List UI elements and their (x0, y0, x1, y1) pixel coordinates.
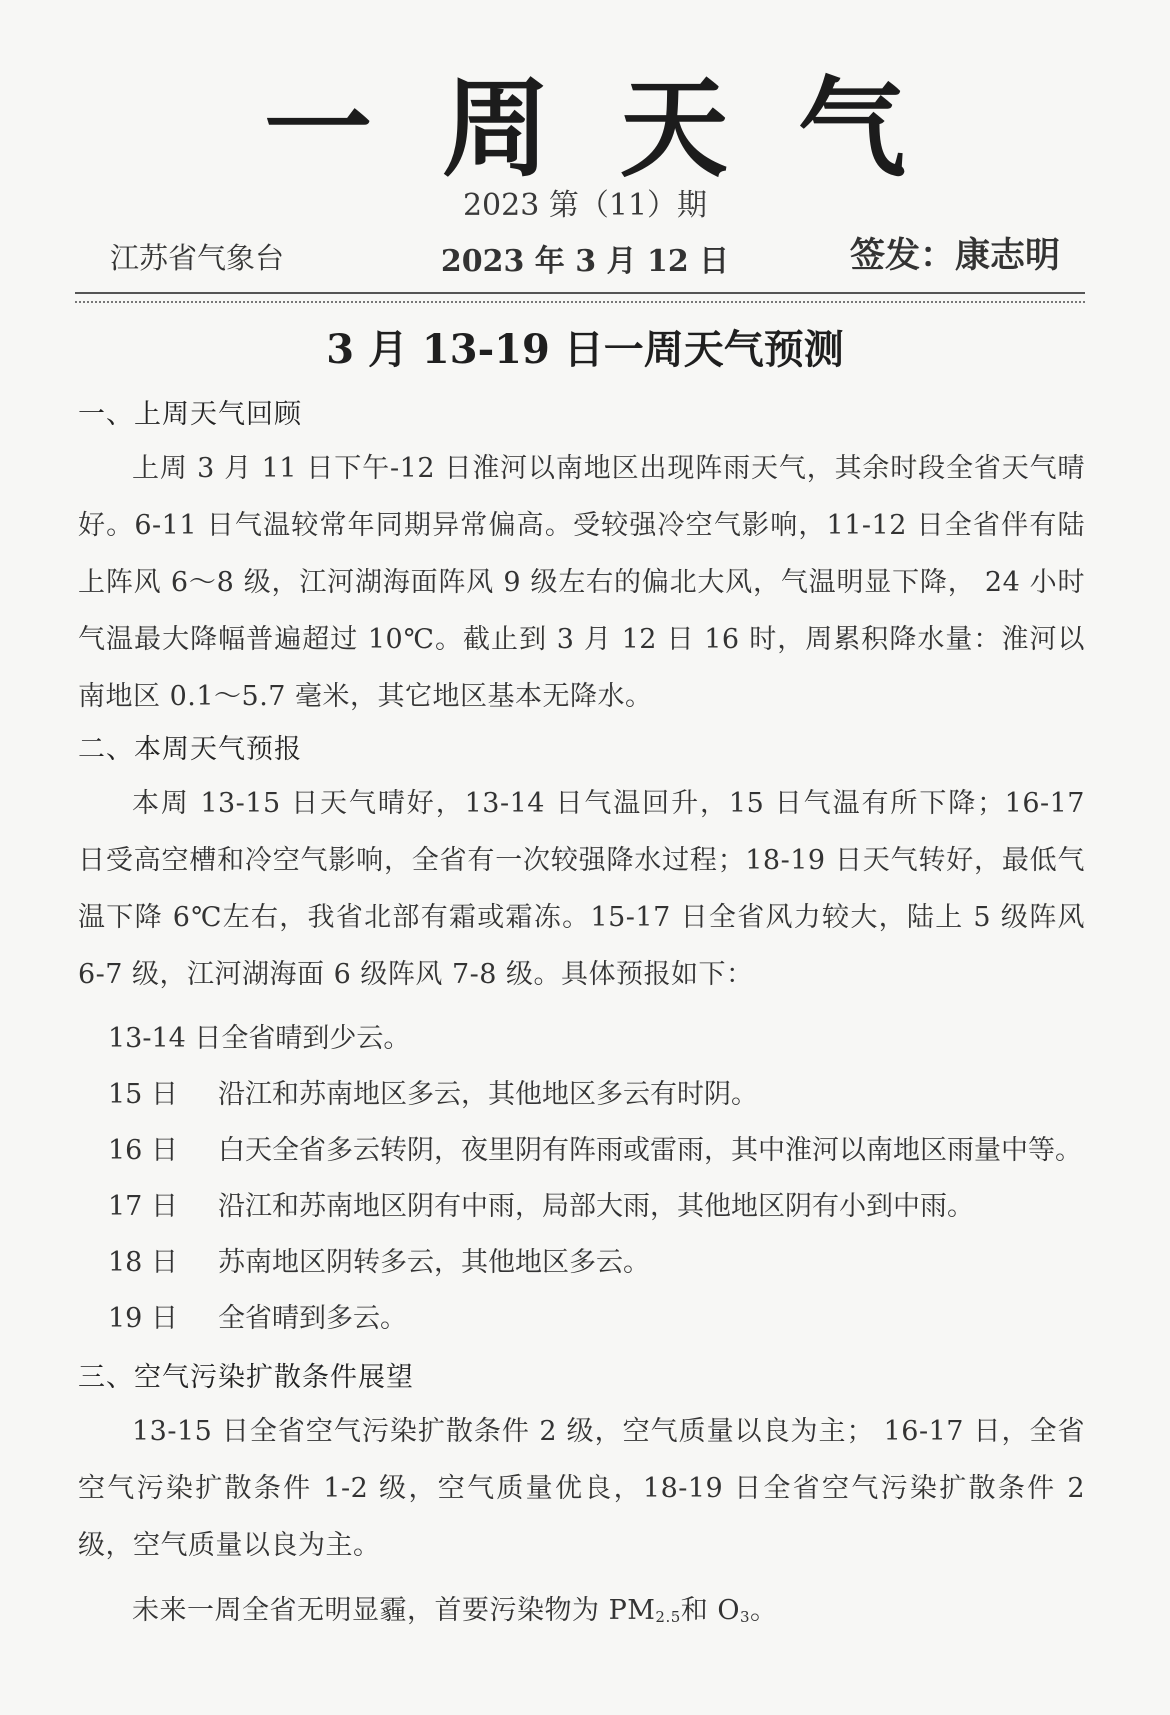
bulletin-body (78, 390, 1085, 1646)
dateline (0, 232, 1170, 279)
list-item (78, 1067, 1085, 1123)
forecast-description: 沿江和苏南地区阴有中雨，局部大雨，其他地区阴有小到中雨。 (218, 1191, 974, 1222)
daily-forecast-list (78, 1011, 1085, 1347)
o3-subscript: 3 (739, 1608, 751, 1626)
outlook-end: 。 (750, 1595, 778, 1626)
forecast-day: 13-14 日 (108, 1023, 222, 1054)
list-item (78, 1123, 1085, 1179)
pollutant-outlook (78, 1582, 1085, 1646)
forecast-paragraph: 本周 13-15 日天气晴好，13-14 日气温回升，15 日气温有所下降；16-17 日受高空槽和冷空气影响，全省有一次较强降水过程；18-19 日天气转好，最低气温下降 6℃左右，我省北部有霜或霜冻。15-17 日全省风力较大，陆上 5 级阵风 6-7 级，江河湖海面 6 级阵风 7-8 级。具体预报如下： (78, 788, 1085, 990)
masthead-title: 一周天气 (263, 67, 976, 192)
forecast-day: 15 日 (108, 1079, 178, 1110)
issue-date: 2023 年 3 月 12 日 (440, 244, 730, 279)
forecast-description: 沿江和苏南地区多云，其他地区多云有时阴。 (218, 1079, 758, 1110)
list-item (78, 1235, 1085, 1291)
forecast-day: 17 日 (108, 1191, 178, 1222)
forecast-day: 19 日 (108, 1303, 178, 1334)
forecast-description: 全省晴到多云。 (218, 1303, 407, 1334)
forecast-description: 全省晴到少云。 (221, 1023, 411, 1054)
list-item (78, 1179, 1085, 1235)
document-title: 3 月 13-19 日一周天气预测 (326, 326, 844, 373)
section-heading-forecast: 二、本周天气预报 (78, 734, 302, 765)
pm25-subscript: 2.5 (655, 1608, 681, 1626)
outlook-and: 和 O (680, 1595, 740, 1626)
forecast-description: 苏南地区阴转多云，其他地区多云。 (218, 1247, 650, 1278)
section-heading-review: 一、上周天气回顾 (78, 399, 302, 430)
list-item (78, 1291, 1085, 1347)
review-paragraph: 上周 3 月 11 日下午-12 日淮河以南地区出现阵雨天气，其余时段全省天气晴好。6-11 日气温较常年同期异常偏高。受较强冷空气影响，11-12 日全省伴有陆上阵风 6～8 级，江河湖海面阵风 9 级左右的偏北大风，气温明显下降， 24 小时气温最大降幅普遍超过 10℃。截止到 3 月 12 日 16 时，周累积降水量：淮河以南地区 0.1～5.7 毫米，其它地区基本无降水。 (78, 453, 1085, 712)
air-quality-paragraph: 13-15 日全省空气污染扩散条件 2 级，空气质量以良为主； 16-17 日，全省空气污染扩散条件 1-2 级，空气质量优良，18-19 日全省空气污染扩散条件 2 级，空气质量以良为主。 (78, 1416, 1085, 1561)
issuing-organization: 江苏省气象台 (110, 241, 285, 275)
outlook-text: 未来一周全省无明显霾，首要污染物为 PM (132, 1595, 656, 1626)
issue-number: 2023 第（11）期 (462, 188, 708, 223)
section-heading-air-quality: 三、空气污染扩散条件展望 (78, 1362, 414, 1393)
header-divider (75, 292, 1085, 303)
forecast-day: 16 日 (108, 1135, 178, 1166)
list-item (78, 1011, 1085, 1067)
forecast-day: 18 日 (108, 1247, 178, 1278)
signer: 签发：康志明 (849, 235, 1060, 276)
forecast-description: 白天全省多云转阴，夜里阴有阵雨或雷雨，其中淮河以南地区雨量中等。 (218, 1135, 1082, 1166)
